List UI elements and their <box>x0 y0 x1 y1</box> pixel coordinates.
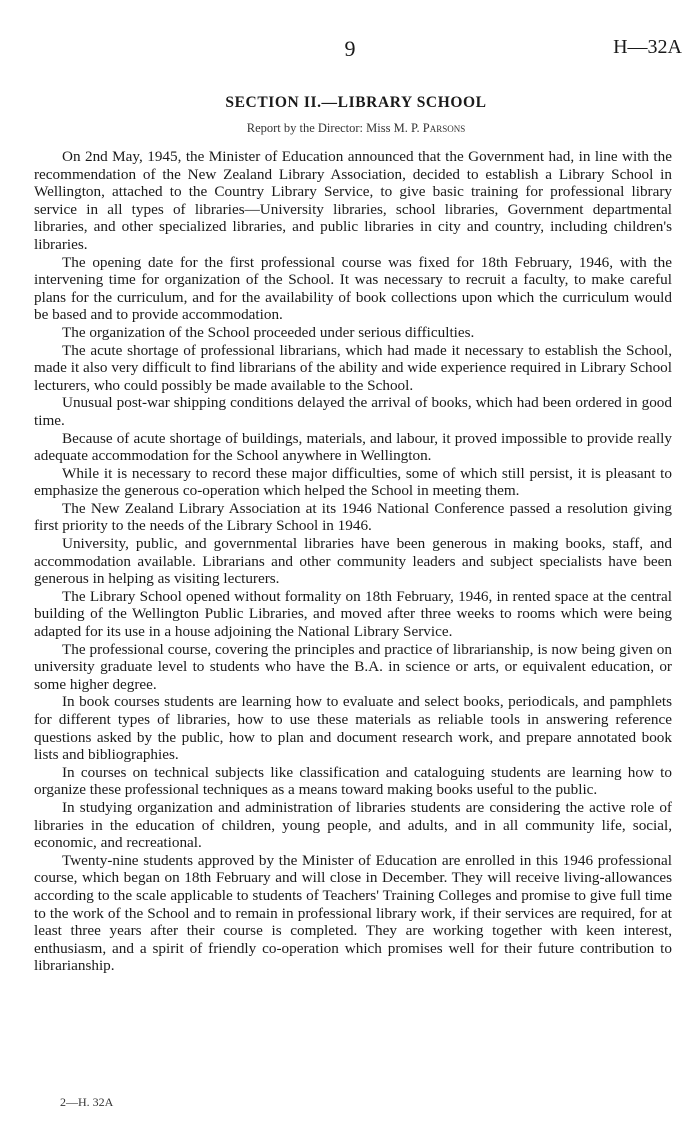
paragraph: The acute shortage of professional librarians, which had made it necessary to establish the School, made it also very difficult to find librarians of the ability and wide experience required in Library School lecturers, who could possibly be made available to the School. <box>34 341 672 394</box>
paragraph: While it is necessary to record these major difficulties, some of which still persist, it is pleasant to emphasize the generous co-operation which helped the School in meeting them. <box>34 464 672 500</box>
paragraph: In courses on technical subjects like classification and cataloguing students are learning how to organize these professional techniques as a means toward making books useful to the public. <box>34 763 672 799</box>
footer-signature: 2—H. 32A <box>60 1095 114 1109</box>
byline-prefix: Report by the Director: Miss M. P. <box>246 121 423 135</box>
paragraph: University, public, and governmental libraries have been generous in making books, staff, and accommodation available. Librarians and other community leaders and subject specialists have been generous in helping as visiting lecturers. <box>34 535 672 588</box>
paragraph: Twenty-nine students approved by the Minister of Education are enrolled in this 1946 professional course, which began on 18th February and will close in December. They will receive living-allowances according to the scale applicable to students of Teachers' Training Colleges and promise to give full time to the work of the School and to remain in professional library work, if their services are required, for at least three years after their course is completed. They are working together with keen interest, enthusiasm, and a spirit of friendly co-operation which promises well for their future contribution to librarianship. <box>34 851 672 975</box>
paragraph: The opening date for the first professional course was fixed for 18th February, 1946, with the intervening time for organization of the School. It was necessary to recruit a faculty, to make careful plans for the curriculum, and for the availability of book collections upon which the curriculum would be based and to provide accommodation. <box>34 253 672 324</box>
document-reference: H—32A <box>613 36 682 58</box>
paragraph: Unusual post-war shipping conditions delayed the arrival of books, which had been ordered in good time. <box>34 394 672 429</box>
paragraph: The professional course, covering the principles and practice of librarianship, is now being given on university graduate level to students who have the B.A. in science or arts, or equivalent education, or some higher degree. <box>34 640 672 693</box>
byline-name: Parsons <box>422 121 466 135</box>
paragraph: Because of acute shortage of buildings, materials, and labour, it proved impossible to provide really adequate accommodation for the School anywhere in Wellington. <box>34 429 672 465</box>
paragraph: The New Zealand Library Association at its 1946 National Conference passed a resolution giving first priority to the needs of the Library School in 1946. <box>34 499 672 535</box>
paragraph: On 2nd May, 1945, the Minister of Education announced that the Government had, in line with the recommendation of the New Zealand Library Association, decided to establish a Library School in Wellington, attached to the Country Library Service, to give basic training for professional library service in all types of libraries—University libraries, school libraries, Government departmental libraries, and other specialized libraries, and public libraries in city and country, including children's libraries. <box>34 148 672 253</box>
section-title: SECTION II.—LIBRARY SCHOOL <box>225 94 487 111</box>
paragraph: The organization of the School proceeded under serious difficulties. <box>62 323 475 341</box>
report-body <box>34 148 672 975</box>
page-number: 9 <box>344 36 356 61</box>
byline <box>0 121 700 136</box>
paragraph: In book courses students are learning how to evaluate and select books, periodicals, and pamphlets for different types of libraries, how to use these materials as reliable tools in answering reference questions asked by the public, how to plan and document research work, and prepare annotated book lists and bibliographies. <box>34 693 672 764</box>
paragraph: The Library School opened without formality on 18th February, 1946, in rented space at the central building of the Wellington Public Libraries, and moved after three weeks to rooms which were being adapted for its use in a house adjoining the National Library Service. <box>34 587 672 641</box>
paragraph: In studying organization and administration of libraries students are considering the active role of libraries in the education of children, young people, and adults, and in all community life, social, economic, and recreational. <box>34 798 672 852</box>
